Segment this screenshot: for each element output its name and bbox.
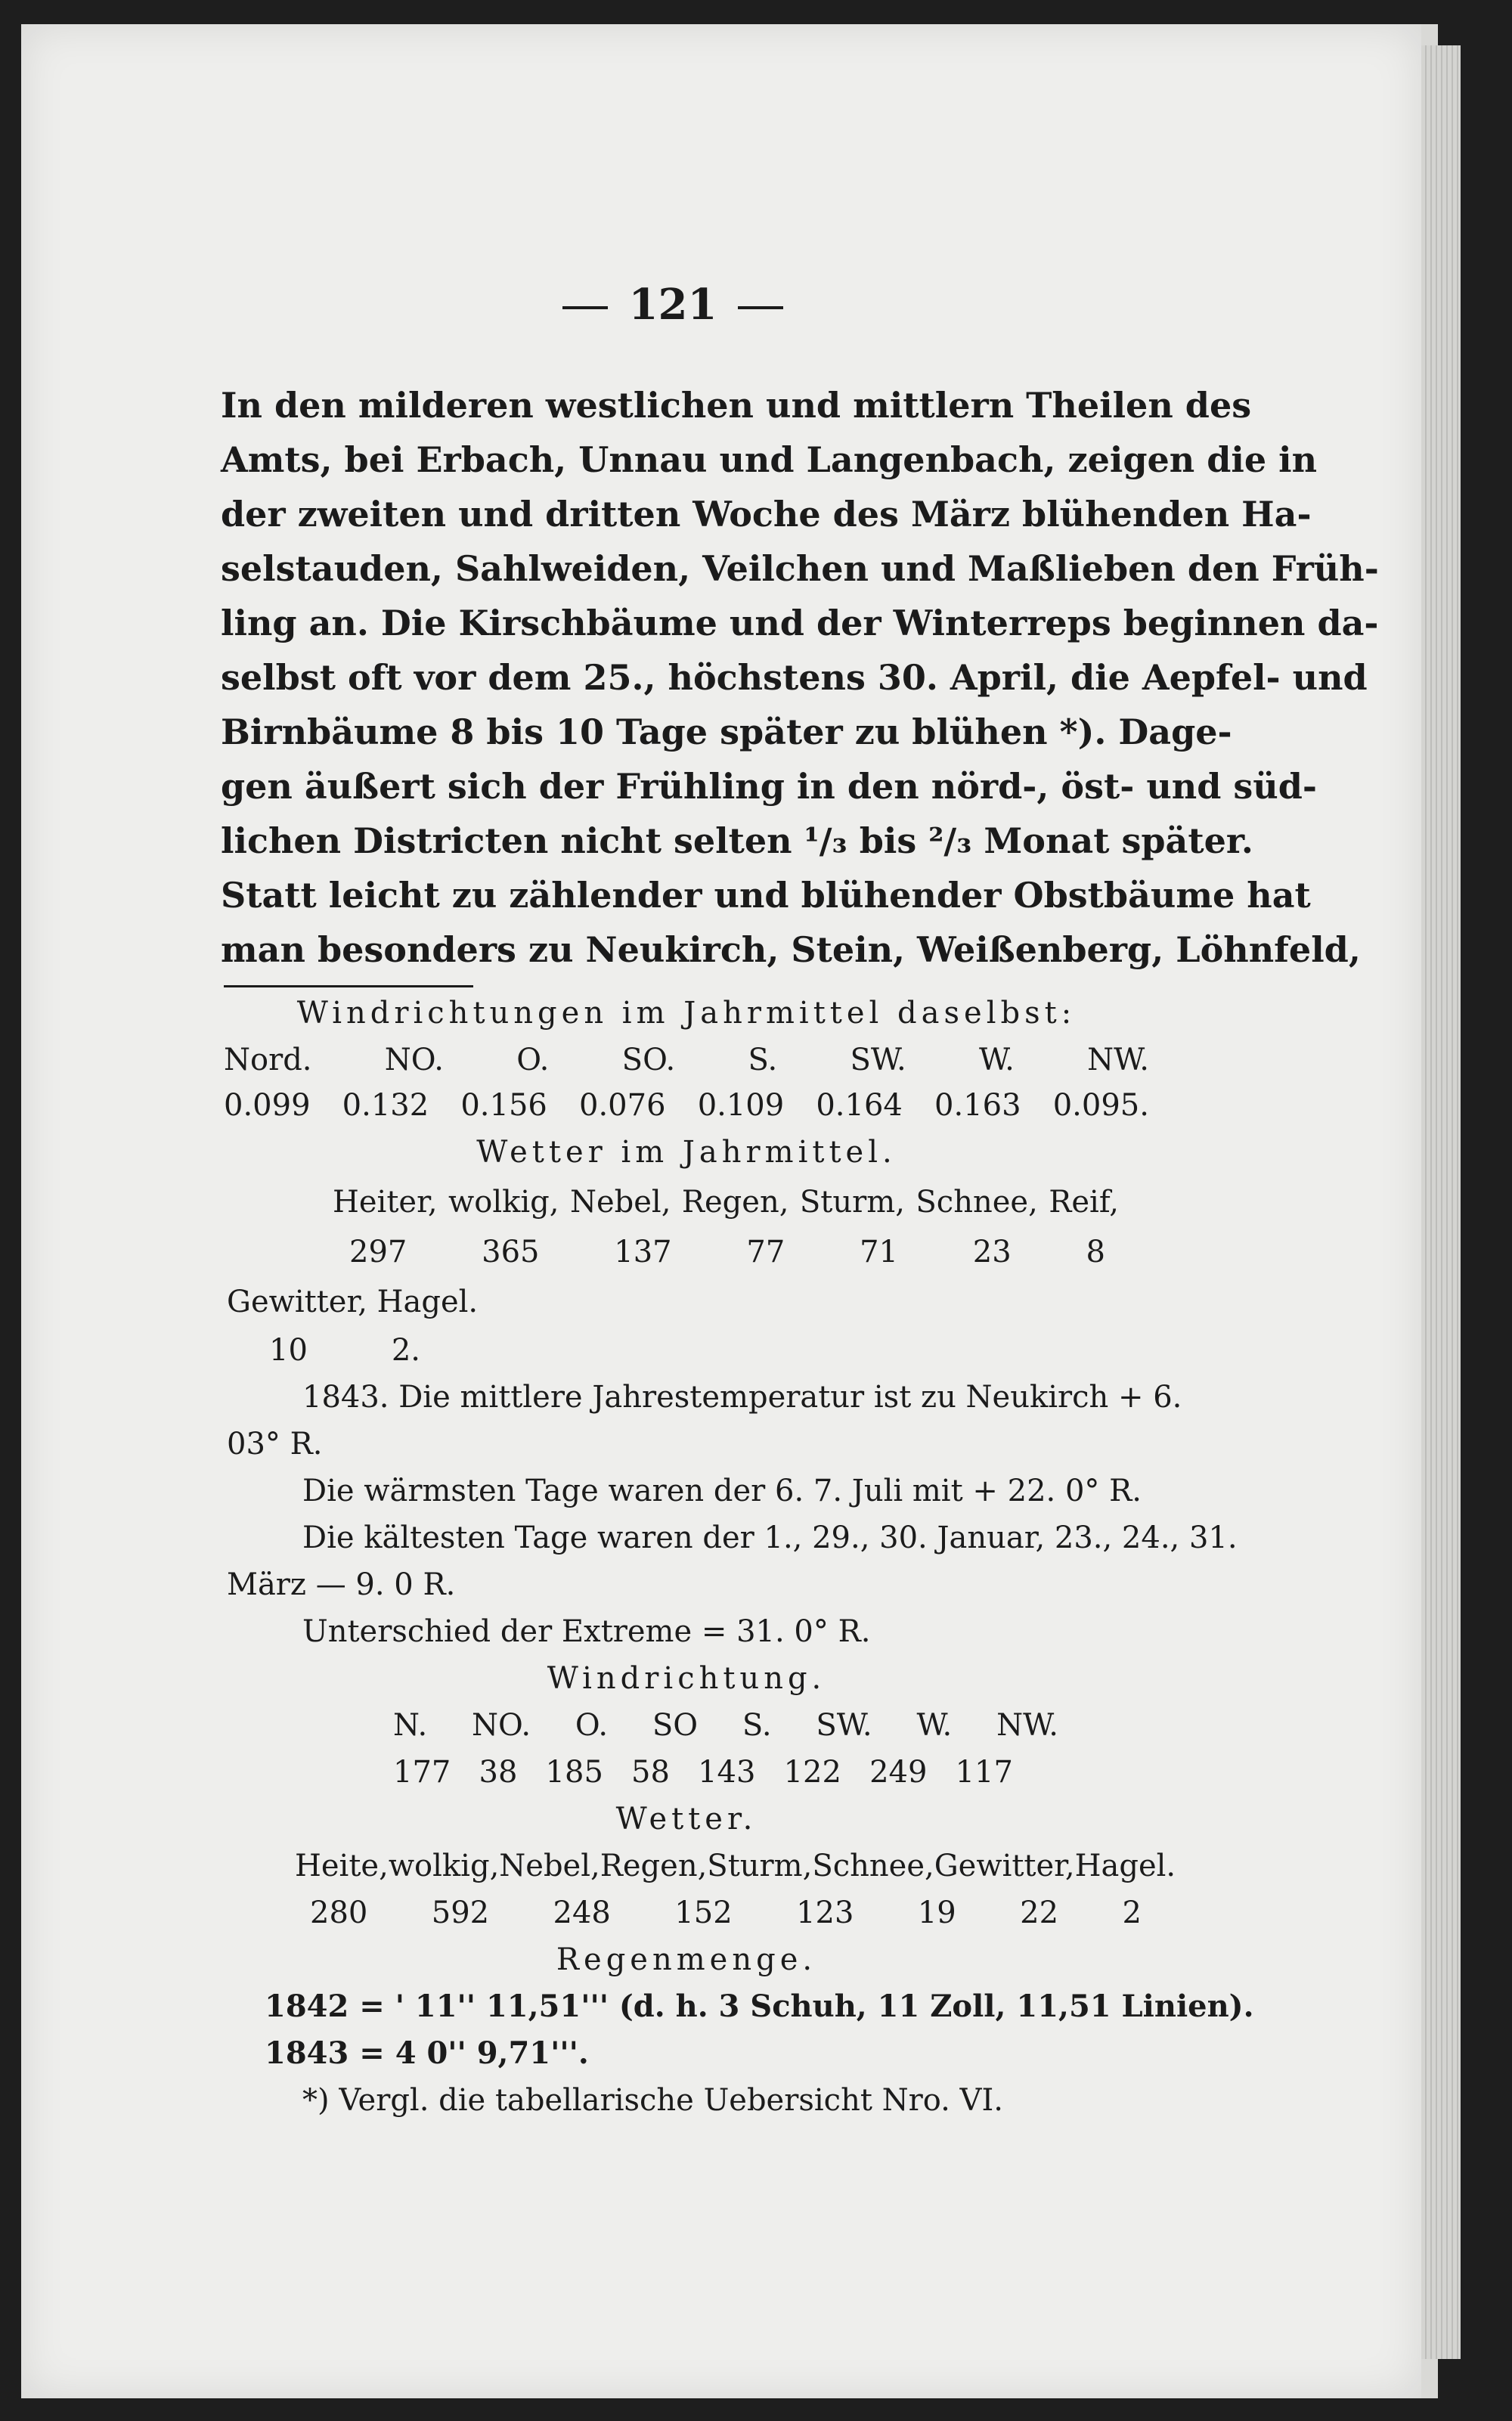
weather-label: Schnee,: [812, 1849, 934, 1883]
wind-dir: SO.: [621, 1043, 676, 1077]
extremes-difference: Unterschied der Extreme = 31. 0° R.: [302, 1614, 871, 1649]
weather-label: Hagel.: [1074, 1849, 1176, 1883]
weather-label: Regen,: [600, 1849, 708, 1883]
paragraph-line: Amts, bei Erbach, Unnau und Langenbach, zeigen die in: [221, 439, 1318, 480]
wind-dir: O.: [575, 1708, 609, 1743]
wind-dir: SW.: [850, 1043, 906, 1077]
weather-value: 22: [1020, 1896, 1059, 1930]
weather-value: 365: [482, 1235, 540, 1269]
rain-1843: 1843 = 4 0'' 9,71'''.: [265, 2035, 589, 2071]
paragraph-line: In den milderen westlichen und mittlern Theilen des: [221, 385, 1252, 426]
weather-title-2: Wetter.: [615, 1802, 758, 1837]
wind-value: 177: [393, 1755, 451, 1790]
wind-dir: NO.: [384, 1043, 444, 1077]
weather-label: wolkig,: [448, 1185, 559, 1220]
wind-dir: NW.: [1087, 1043, 1149, 1077]
weather-label: Heiter,: [333, 1185, 438, 1220]
weather-value: 152: [674, 1896, 733, 1930]
wind-value: 0.095.: [1052, 1088, 1149, 1123]
wind-value: 0.163: [934, 1088, 1021, 1123]
weather-values-2: [310, 1890, 1142, 1936]
wind-value: 185: [545, 1755, 603, 1790]
paragraph-line: Statt leicht zu zählender und blühender Obstbäume hat: [221, 875, 1311, 916]
wind-value: 0.164: [816, 1088, 903, 1123]
wind-value: 58: [631, 1755, 670, 1790]
weather-value: 2: [1122, 1896, 1142, 1930]
wind-value: 117: [955, 1755, 1013, 1790]
weather-labels-1b: Gewitter, Hagel.: [227, 1285, 479, 1319]
weather-value: 71: [860, 1235, 899, 1269]
wind-values-1: [224, 1083, 1149, 1128]
weather-values-1b: [269, 1328, 420, 1373]
weather-value: 592: [431, 1896, 490, 1930]
weather-labels-1: [333, 1180, 1119, 1225]
wind-directions-2: [393, 1703, 1058, 1748]
weather-value: 248: [553, 1896, 611, 1930]
weather-label: Sturm,: [707, 1849, 813, 1883]
temperature-line: 1843. Die mittlere Jahrestemperatur ist zu Neukirch + 6.: [302, 1380, 1182, 1415]
weather-value: 23: [972, 1235, 1012, 1269]
weather-value: 280: [310, 1896, 368, 1930]
weather-label: Heite,: [295, 1849, 389, 1883]
weather-value: 8: [1086, 1235, 1105, 1269]
weather-value: 137: [614, 1235, 672, 1269]
weather-labels-2: [295, 1843, 1176, 1889]
wind-title-1: Windrichtungen im Jahrmittel daselbst:: [296, 996, 1077, 1031]
page-header: [529, 280, 816, 330]
paragraph-line: der zweiten und dritten Woche des März blühenden Ha-: [221, 494, 1312, 535]
paragraph-line: selbst oft vor dem 25., höchstens 30. April, die Aepfel- und: [221, 657, 1368, 698]
page-edges: [1421, 45, 1461, 2359]
reference-note: *) Vergl. die tabellarische Uebersicht Nro. VI.: [302, 2083, 1003, 2118]
weather-label: Gewitter,: [934, 1849, 1075, 1883]
coldest-days-continued: März — 9. 0 R.: [227, 1567, 456, 1602]
header-dash-left: [562, 306, 608, 309]
weather-values-1: [349, 1229, 1105, 1275]
rain-title: Regenmenge.: [556, 1942, 817, 1977]
wind-dir: W.: [916, 1708, 953, 1743]
wind-dir: S.: [742, 1708, 772, 1743]
weather-label: Regen,: [681, 1185, 789, 1220]
header-dash-right: [738, 306, 783, 309]
weather-value: 10: [269, 1333, 308, 1368]
paragraph-line: ling an. Die Kirschbäume und der Winterreps beginnen da-: [221, 603, 1379, 643]
weather-label: Schnee,: [916, 1185, 1038, 1220]
temperature-line-continued: 03° R.: [227, 1427, 323, 1462]
wind-dir: SW.: [816, 1708, 872, 1743]
wind-dir: SO: [652, 1708, 699, 1743]
wind-dir: NW.: [996, 1708, 1058, 1743]
wind-dir: W.: [979, 1043, 1015, 1077]
wind-value: 0.109: [697, 1088, 785, 1123]
wind-value: 38: [479, 1755, 518, 1790]
paragraph-line: Birnbäume 8 bis 10 Tage später zu blühen *). Dage-: [221, 711, 1232, 752]
wind-title-2: Windrichtung.: [547, 1661, 826, 1696]
wind-dir: O.: [516, 1043, 550, 1077]
wind-dir: Nord.: [224, 1043, 312, 1077]
wind-dir: N.: [393, 1708, 428, 1743]
wind-value: 122: [783, 1755, 841, 1790]
wind-value: 0.076: [579, 1088, 666, 1123]
paragraph-line: selstauden, Sahlweiden, Veilchen und Maßlieben den Früh-: [221, 548, 1379, 589]
weather-label: wolkig,: [388, 1849, 500, 1883]
paragraph-line: gen äußert sich der Frühling in den nörd-, öst- und süd-: [221, 766, 1317, 807]
rain-1842: 1842 = ' 11'' 11,51''' (d. h. 3 Schuh, 11 Zoll, 11,51 Linien).: [265, 1989, 1254, 2024]
wind-value: 0.099: [224, 1088, 311, 1123]
weather-value: 19: [917, 1896, 956, 1930]
wind-values-2: [393, 1750, 1013, 1795]
weather-value: 77: [746, 1235, 785, 1269]
wind-dir: S.: [748, 1043, 778, 1077]
weather-label: Nebel,: [499, 1849, 600, 1883]
coldest-days: Die kältesten Tage waren der 1., 29., 30. Januar, 23., 24., 31.: [302, 1520, 1238, 1555]
footnote-rule: [224, 985, 473, 987]
weather-value: 2.: [391, 1333, 420, 1368]
weather-label: Reif,: [1049, 1185, 1119, 1220]
wind-directions-1: [224, 1037, 1149, 1083]
wind-value: 0.132: [342, 1088, 429, 1123]
page-number: 121: [628, 280, 717, 330]
wind-value: 249: [869, 1755, 928, 1790]
weather-value: 297: [349, 1235, 407, 1269]
wind-value: 143: [698, 1755, 756, 1790]
wind-dir: NO.: [471, 1708, 531, 1743]
weather-value: 123: [796, 1896, 854, 1930]
weather-title-1: Wetter im Jahrmittel.: [476, 1135, 897, 1170]
weather-label: Sturm,: [799, 1185, 905, 1220]
paragraph-line: man besonders zu Neukirch, Stein, Weißenberg, Löhnfeld,: [221, 929, 1361, 970]
wind-value: 0.156: [460, 1088, 547, 1123]
weather-label: Nebel,: [569, 1185, 671, 1220]
paragraph-line: lichen Districten nicht selten ¹/₃ bis ²/₃ Monat später.: [221, 820, 1253, 861]
warmest-days: Die wärmsten Tage waren der 6. 7. Juli mit + 22. 0° R.: [302, 1474, 1142, 1508]
